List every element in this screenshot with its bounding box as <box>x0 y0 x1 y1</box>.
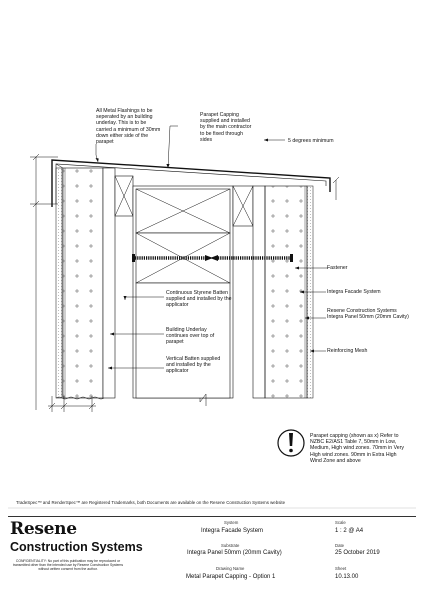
note-parapet-capping: Parapet Capping supplied and installed by the main contractor to be fixed through sides <box>200 112 252 143</box>
left-dimension-lines <box>30 154 58 410</box>
scale-value: 1 : 2 @ A4 <box>335 528 364 534</box>
drawing-name-value: Metal Parapet Capping - Option 1 <box>186 574 276 580</box>
system-label: System <box>224 520 239 525</box>
right-cavity-batten <box>233 186 265 398</box>
date-value: 25 October 2019 <box>335 550 380 556</box>
note-metal-flashings: All Metal Flashings to be seperated by an building underlay. This is to be carried a minimum of 30mm down either side of the parapet <box>96 108 161 146</box>
note-fastener: Fastener <box>327 265 348 271</box>
note-slope: 5 degrees minimum <box>288 138 334 144</box>
right-dimension-lines <box>333 177 339 200</box>
left-integra-panel <box>63 168 103 398</box>
trademark-footnote: TradeSpec™ and RenderSpec™ are Registered Trademarks, both Documents are available on the Resene Construction Systems website <box>16 500 286 505</box>
system-value: Integra Facade System <box>201 528 264 534</box>
substrate-label: Substrate <box>221 543 240 548</box>
left-render-coat <box>56 168 62 398</box>
sheet-value: 10.13.00 <box>335 574 359 580</box>
confidentiality-notice: CONFIDENTIALITY: No part of this publication may be reproduced or transmitted other than the intended use by Resene Construction Systems without written consent from the author. <box>12 559 124 572</box>
left-cavity-batten <box>103 168 133 398</box>
note-reinforcing-mesh: Reinforcing Mesh <box>327 348 368 354</box>
company-logo-subtitle: Construction Systems <box>10 540 143 554</box>
note-building-underlay: Building Underlay continues over top of parapet <box>166 327 215 346</box>
drawing-name-label: Drawing Name <box>216 566 245 571</box>
sheet-label: Sheet <box>335 566 347 571</box>
note-panel: Resene Construction Systems Integra Panel 50mm (20mm Cavity) <box>327 308 409 321</box>
scale-label: Scale <box>335 520 346 525</box>
company-logo-wordmark: Resene <box>10 519 77 539</box>
note-vertical-batten: Vertical Batten supplied and installed by the applicator <box>166 356 221 375</box>
substrate-value: Integra Panel 50mm (20mm Cavity) <box>187 550 282 556</box>
caution-icon <box>278 430 304 456</box>
note-facade-system: Integra Facade System <box>327 289 381 295</box>
date-label: Date <box>335 543 345 548</box>
bottom-dimension-lines <box>48 396 96 412</box>
note-parapet-capping-x: Parapet capping (shown as x) Refer to NZBC E2/AS1 Table 7, 50mm in Low, Medium, High wind zones. 70mm in Very High wind zones. 90mm in Extra High Wind Zone and above <box>310 433 404 464</box>
note-styrene-batten: Continuous Styrene Batten supplied and installed by the applicator <box>166 290 232 309</box>
